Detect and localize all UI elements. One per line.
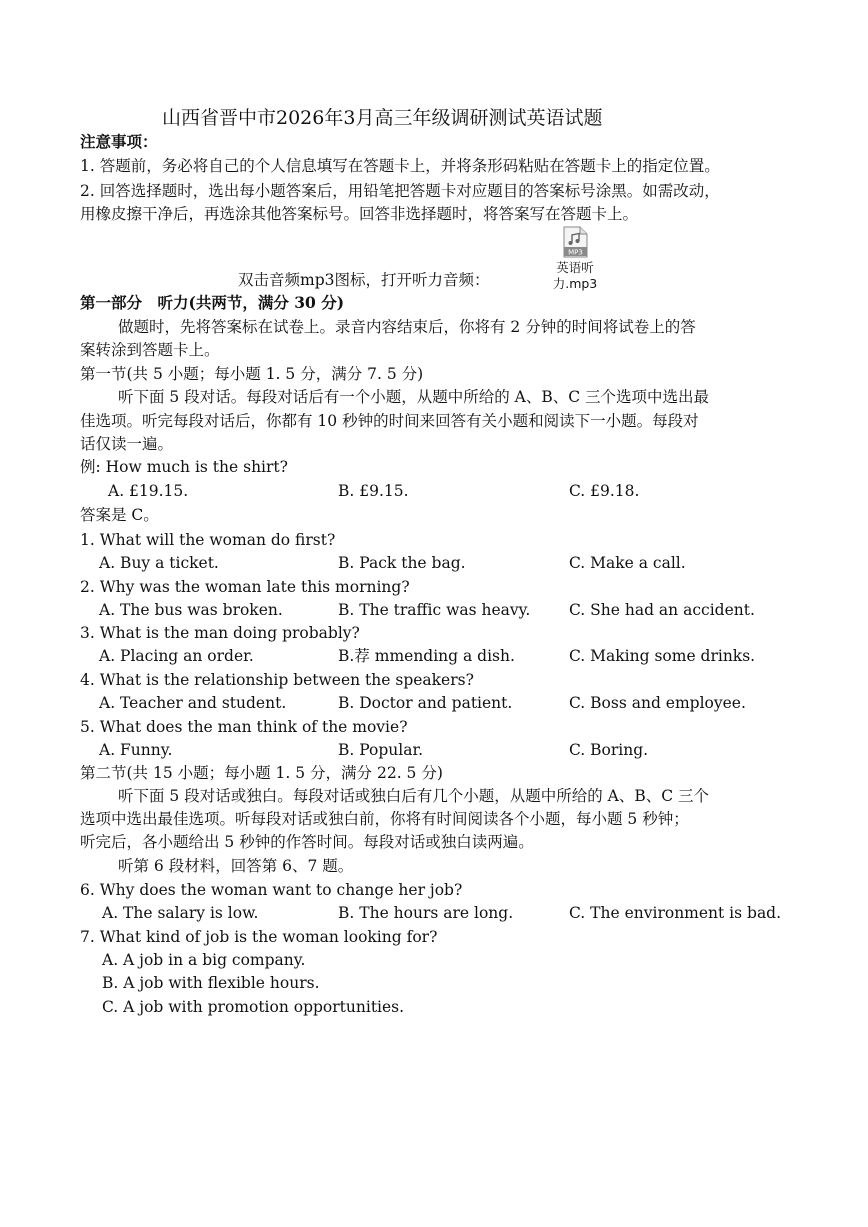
- part1-heading: 第一部分 听力(共两节，满分 30 分): [80, 293, 345, 312]
- mp3-attachment[interactable]: [534, 226, 616, 291]
- q1-option-a: A. Buy a ticket.: [99, 554, 219, 572]
- audio-prompt: 双击音频mp3图标，打开听力音频：: [238, 271, 490, 289]
- part1-intro-line1: 做题时，先将答案标在试卷上。录音内容结束后，你将有 2 分钟的时间将试卷上的答: [118, 318, 696, 336]
- q4-option-b: B. Doctor and patient.: [338, 694, 513, 712]
- question-3: 3. What is the man doing probably?: [80, 624, 360, 642]
- mp3-file-icon[interactable]: [560, 226, 590, 258]
- material-6-instruction: 听第 6 段材料，回答第 6、7 题。: [118, 857, 354, 875]
- q5-option-a: A. Funny.: [99, 741, 173, 759]
- notice-item-2-line1: 2. 回答选择题时，选出每小题答案后，用铅笔把答题卡对应题目的答案标号涂黑。如需改动，: [80, 182, 720, 200]
- mp3-file-label[interactable]: 英语听力.mp3: [552, 260, 598, 291]
- notice-item-2-line2: 用橡皮擦干净后，再选涂其他答案标号。回答非选择题时，将答案写在答题卡上。: [80, 205, 639, 223]
- q1-option-c: C. Make a call.: [569, 554, 686, 572]
- q3-option-b: B.荐 mmending a dish.: [338, 647, 515, 665]
- q2-option-a: A. The bus was broken.: [99, 601, 283, 619]
- notice-item-1: 1. 答题前，务必将自己的个人信息填写在答题卡上，并将条形码粘贴在答题卡上的指定位置。: [80, 157, 720, 175]
- page-title: 山西省晋中市2026年3月高三年级调研测试英语试题: [162, 107, 603, 129]
- section1-intro-line2: 佳选项。听完每段对话后，你都有 10 秒钟的时间来回答有关小题和阅读下一小题。每段对: [80, 412, 699, 430]
- part1-intro-line2: 案转涂到答题卡上。: [80, 341, 220, 359]
- q5-option-b: B. Popular.: [338, 741, 424, 759]
- q2-option-c: C. She had an accident.: [569, 601, 755, 619]
- question-4: 4. What is the relationship between the speakers?: [80, 671, 474, 689]
- q7-option-b: B. A job with flexible hours.: [102, 974, 320, 992]
- section2-intro-line2: 选项中选出最佳选项。听每段对话或独白前，你将有时间阅读各个小题，每小题 5 秒钟；: [80, 810, 689, 828]
- question-1: 1. What will the woman do first?: [80, 531, 336, 549]
- question-7: 7. What kind of job is the woman looking for?: [80, 928, 438, 946]
- section1-intro-line1: 听下面 5 段对话。每段对话后有一个小题，从题中所给的 A、B、C 三个选项中选出最: [118, 388, 710, 406]
- q7-option-a: A. A job in a big company.: [102, 951, 306, 969]
- q6-option-a: A. The salary is low.: [102, 904, 259, 922]
- section2-heading: 第二节(共 15 小题；每小题 1. 5 分，满分 22. 5 分): [80, 764, 443, 782]
- q4-option-c: C. Boss and employee.: [569, 694, 746, 712]
- q6-option-b: B. The hours are long.: [338, 904, 514, 922]
- q3-option-a: A. Placing an order.: [99, 647, 254, 665]
- example-option-c: C. £9.18.: [569, 482, 640, 500]
- example-option-b: B. £9.15.: [338, 482, 409, 500]
- q1-option-b: B. Pack the bag.: [338, 554, 466, 572]
- question-6: 6. Why does the woman want to change her job?: [80, 881, 463, 899]
- section1-heading: 第一节(共 5 小题；每小题 1. 5 分，满分 7. 5 分): [80, 365, 424, 383]
- question-2: 2. Why was the woman late this morning?: [80, 578, 410, 596]
- section1-intro-line3: 话仅读一遍。: [80, 435, 174, 453]
- q2-option-b: B. The traffic was heavy.: [338, 601, 531, 619]
- q4-option-a: A. Teacher and student.: [99, 694, 287, 712]
- example-question: 例: How much is the shirt?: [80, 458, 288, 476]
- q5-option-c: C. Boring.: [569, 741, 649, 759]
- section2-intro-line1: 听下面 5 段对话或独白。每段对话或独白后有几个小题，从题中所给的 A、B、C 三个: [118, 787, 710, 805]
- q3-option-c: C. Making some drinks.: [569, 647, 756, 665]
- section2-intro-line3: 听完后，各小题给出 5 秒钟的作答时间。每段对话或独白读两遍。: [80, 833, 534, 851]
- mp3-icon-text: MP3: [568, 248, 583, 257]
- q7-option-c: C. A job with promotion opportunities.: [102, 998, 405, 1016]
- question-5: 5. What does the man think of the movie?: [80, 718, 408, 736]
- notice-heading: 注意事项：: [80, 132, 158, 151]
- q6-option-c: C. The environment is bad.: [569, 904, 782, 922]
- example-option-a: A. £19.15.: [108, 482, 189, 500]
- example-answer: 答案是 C。: [80, 506, 159, 524]
